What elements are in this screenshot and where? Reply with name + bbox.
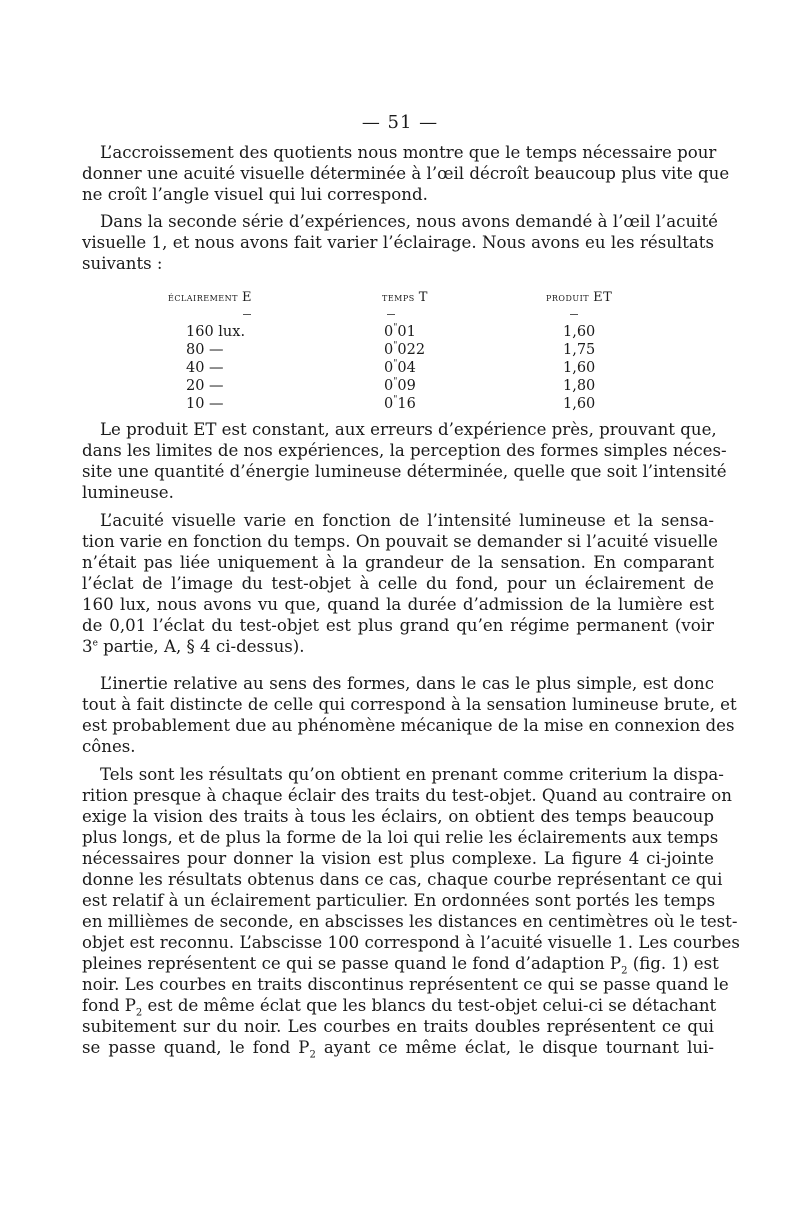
text-line: Le produit ET est constant, aux erreurs d’expérience près, prouvant que, bbox=[100, 420, 717, 439]
table-row bbox=[160, 360, 640, 378]
text-line: site une quantité d’énergie lumineuse déterminée, quelle que soit l’intensité bbox=[82, 462, 727, 481]
cell-produit: 1,60 bbox=[563, 396, 596, 412]
cell-produit: 1,60 bbox=[563, 360, 596, 376]
text-line: n’était pas liée uniquement à la grandeur de la sensation. En comparant bbox=[82, 553, 714, 572]
text-line: cônes. bbox=[82, 737, 136, 756]
text-line: en millièmes de seconde, en abscisses les distances en centimètres où le test- bbox=[82, 912, 738, 931]
text-line: 3e partie, A, § 4 ci-dessus). bbox=[82, 637, 305, 656]
text-line: pleines représentent ce qui se passe quand le fond d’adaption $P_2$ (fig. 1) est bbox=[82, 954, 719, 977]
header-temps: temps T bbox=[382, 290, 428, 305]
text-line: est relatif à un éclairement particulier. En ordonnées sont portés les temps bbox=[82, 891, 716, 910]
cell-produit: 1,75 bbox=[563, 342, 596, 358]
text-line: visuelle 1, et nous avons fait varier l’éclairage. Nous avons eu les résultats bbox=[82, 233, 714, 252]
table-row bbox=[160, 324, 640, 342]
text-line: lumineuse. bbox=[82, 483, 174, 502]
cell-eclairement: 10 — bbox=[186, 396, 224, 412]
cell-produit: 1,80 bbox=[563, 378, 596, 394]
paragraph-5 bbox=[82, 673, 737, 757]
text-line: se passe quand, le fond $P_2$ ayant ce même éclat, le disque tournant lui- bbox=[82, 1038, 714, 1061]
cell-temps: 0"01 bbox=[384, 323, 416, 340]
paragraph-2 bbox=[82, 211, 718, 274]
header-rules bbox=[160, 312, 640, 324]
text-line: donner une acuité visuelle déterminée à l’œil décroît beaucoup plus vite que bbox=[82, 164, 730, 183]
text-line: tion varie en fonction du temps. On pouvait se demander si l’acuité visuelle bbox=[82, 532, 719, 551]
table-header bbox=[160, 290, 640, 312]
text-line: l’éclat de l’image du test-objet à celle du fond, pour un éclairement de bbox=[82, 574, 714, 593]
text-line: dans les limites de nos expériences, la perception des formes simples néces- bbox=[82, 441, 727, 460]
text-line: noir. Les courbes en traits discontinus représentent ce qui se passe quand le bbox=[82, 975, 729, 994]
table-row bbox=[160, 342, 640, 360]
page-number: — 51 — bbox=[361, 112, 439, 133]
header-rule bbox=[243, 314, 251, 315]
cell-eclairement: 160 lux. bbox=[186, 324, 246, 340]
cell-eclairement: 20 — bbox=[186, 378, 224, 394]
paragraph-3 bbox=[82, 419, 727, 503]
text-line: L’inertie relative au sens des formes, dans le cas le plus simple, est donc bbox=[100, 674, 714, 693]
cell-eclairement: 40 — bbox=[186, 360, 224, 376]
text-line: Dans la seconde série d’expériences, nous avons demandé à l’œil l’acuité bbox=[100, 212, 718, 231]
table-row bbox=[160, 396, 640, 414]
results-table bbox=[160, 290, 640, 414]
cell-temps: 0"04 bbox=[384, 359, 416, 376]
header-rule bbox=[570, 314, 578, 315]
paragraph-1 bbox=[82, 142, 730, 205]
table-row bbox=[160, 378, 640, 396]
text-line: nécessaires pour donner la vision est plus complexe. La figure 4 ci-jointe bbox=[82, 849, 714, 868]
text-line: de 0,01 l’éclat du test-objet est plus grand qu’en régime permanent (voir bbox=[82, 616, 714, 635]
text-line: L’acuité visuelle varie en fonction de l’intensité lumineuse et la sensa- bbox=[100, 511, 714, 530]
text-line: subitement sur du noir. Les courbes en traits doubles représentent ce qui bbox=[82, 1017, 714, 1036]
header-eclairement: éclairement E bbox=[168, 290, 252, 305]
text-line: fond $P_2$ est de même éclat que les blancs du test-objet celui-ci se détachant bbox=[82, 996, 717, 1019]
header-rule bbox=[387, 314, 395, 315]
cell-eclairement: 80 — bbox=[186, 342, 224, 358]
text-line: plus longs, et de plus la forme de la loi qui relie les éclairements aux temps bbox=[82, 828, 719, 847]
cell-produit: 1,60 bbox=[563, 324, 596, 340]
cell-temps: 0"09 bbox=[384, 377, 416, 394]
text-line: rition presque à chaque éclair des traits du test-objet. Quand au contraire on bbox=[82, 786, 732, 805]
text-line: tout à fait distincte de celle qui correspond à la sensation lumineuse brute, et bbox=[82, 695, 737, 714]
text-line: Tels sont les résultats qu’on obtient en prenant comme criterium la dispa- bbox=[100, 765, 724, 784]
header-produit: produit ET bbox=[546, 290, 613, 305]
paragraph-4 bbox=[82, 510, 719, 657]
text-line: L’accroissement des quotients nous montre que le temps nécessaire pour bbox=[100, 143, 717, 162]
text-line: suivants : bbox=[82, 254, 163, 273]
cell-temps: 0"16 bbox=[384, 395, 416, 412]
text-line: ne croît l’angle visuel qui lui correspond. bbox=[82, 185, 428, 204]
text-line: donne les résultats obtenus dans ce cas, chaque courbe représentant ce qui bbox=[82, 870, 723, 889]
text-line: objet est reconnu. L’abscisse 100 correspond à l’acuité visuelle 1. Les courbes bbox=[82, 933, 740, 952]
paragraph-6 bbox=[82, 764, 740, 1061]
text-line: exige la vision des traits à tous les éclairs, on obtient des temps beaucoup bbox=[82, 807, 714, 826]
text-line: est probablement due au phénomène mécanique de la mise en connexion des bbox=[82, 716, 735, 735]
cell-temps: 0"022 bbox=[384, 341, 426, 358]
text-line: 160 lux, nous avons vu que, quand la durée d’admission de la lumière est bbox=[82, 595, 714, 614]
